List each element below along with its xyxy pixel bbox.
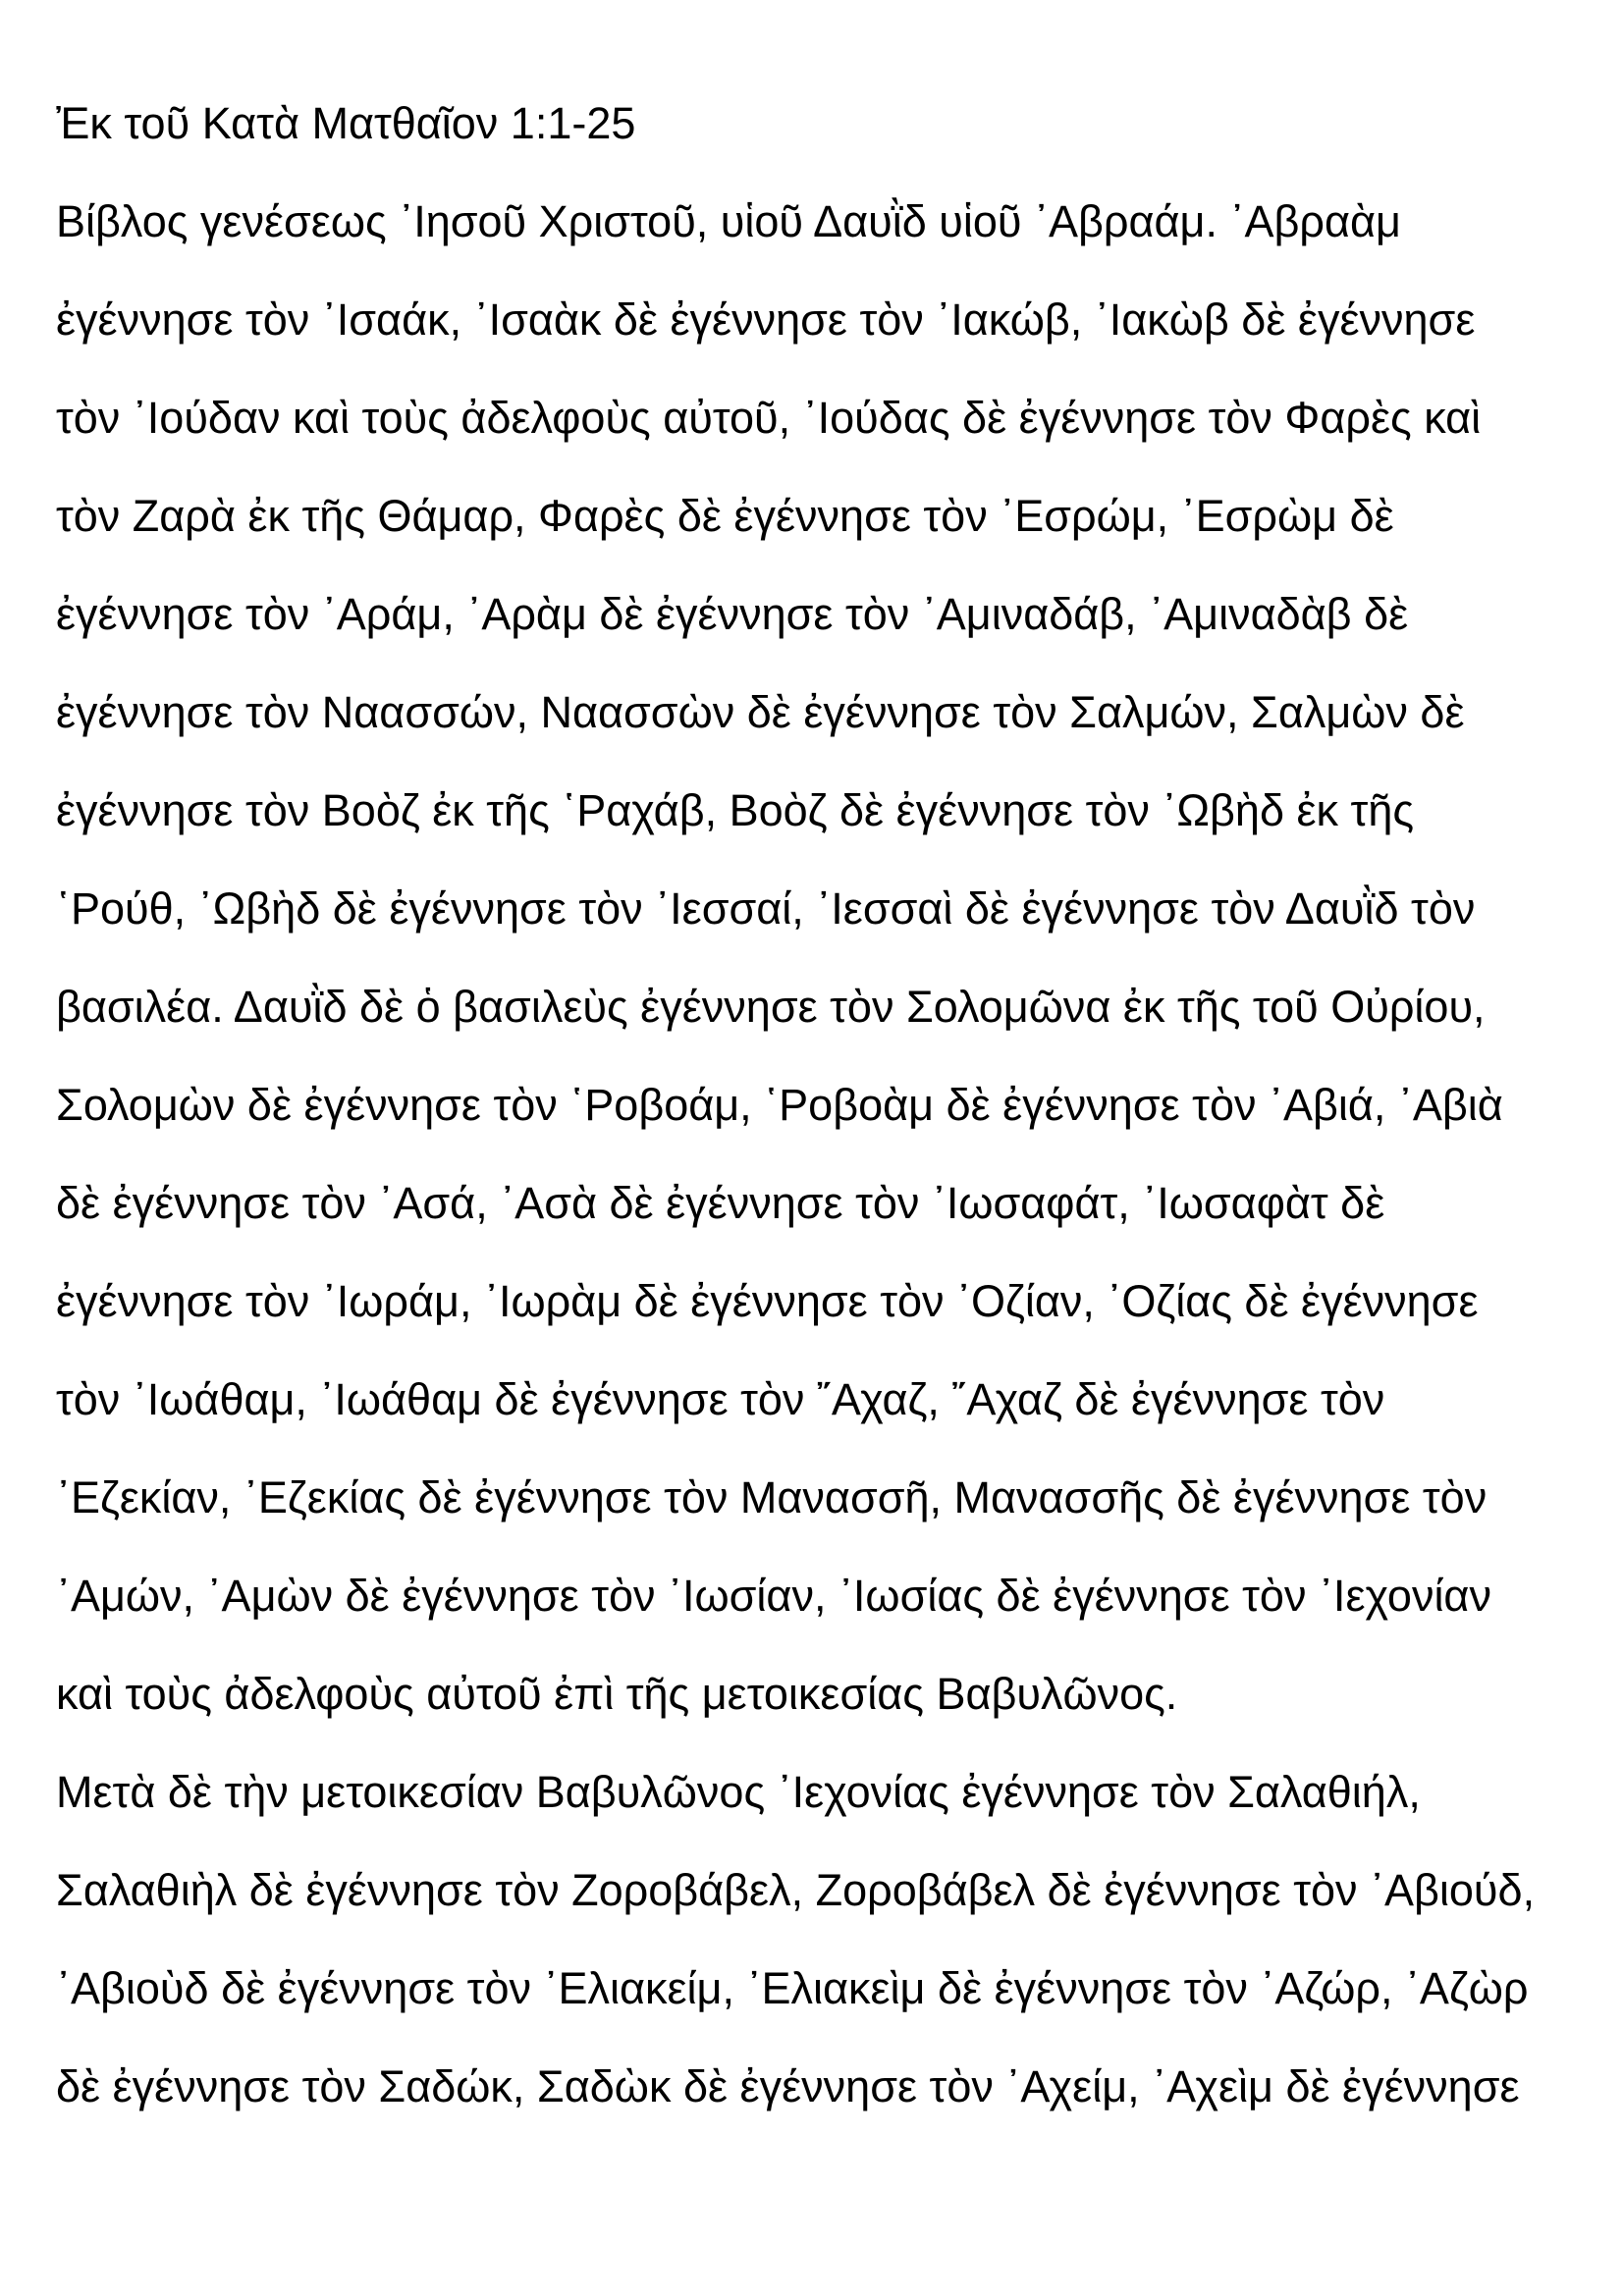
text-line: Βίβλος γενέσεως ᾿Ιησοῦ Χριστοῦ, υἱοῦ Δαυῒδ υἱοῦ ᾿Αβραάμ. ᾿Αβραὰμ — [56, 196, 1401, 246]
text-line: ῾Ρούθ, ᾿Ωβὴδ δὲ ἐγέννησε τὸν ᾿Ιεσσαί, ᾿Ιεσσαὶ δὲ ἐγέννησε τὸν Δαυῒδ τὸν — [56, 883, 1476, 934]
text-line: Μετὰ δὲ τὴν μετοικεσίαν Βαβυλῶνος ᾿Ιεχονίας ἐγέννησε τὸν Σαλαθιήλ, — [56, 1767, 1421, 1817]
text-line: ᾿Αμών, ᾿Αμὼν δὲ ἐγέννησε τὸν ᾿Ιωσίαν, ᾿Ιωσίας δὲ ἐγέννησε τὸν ᾿Ιεχονίαν — [56, 1571, 1491, 1621]
paragraph — [56, 173, 1584, 1743]
text-line: ἐγέννησε τὸν ᾿Αράμ, ᾿Αρὰμ δὲ ἐγέννησε τὸν ᾿Αμιναδάβ, ᾿Αμιναδὰβ δὲ — [56, 589, 1409, 639]
text-line: Σαλαθιὴλ δὲ ἐγέννησε τὸν Ζοροβάβελ, Ζοροβάβελ δὲ ἐγέννησε τὸν ᾿Αβιούδ, — [56, 1865, 1536, 1915]
document-body — [56, 173, 1584, 2136]
text-line: τὸν ᾿Ιούδαν καὶ τοὺς ἀδελφοὺς αὐτοῦ, ᾿Ιούδας δὲ ἐγέννησε τὸν Φαρὲς καὶ — [56, 393, 1482, 443]
text-line: ᾿Εζεκίαν, ᾿Εζεκίας δὲ ἐγέννησε τὸν Μανασσῆ, Μανασσῆς δὲ ἐγέννησε τὸν — [56, 1472, 1488, 1522]
text-line: δὲ ἐγέννησε τὸν ᾿Ασά, ᾿Ασὰ δὲ ἐγέννησε τὸν ᾿Ιωσαφάτ, ᾿Ιωσαφὰτ δὲ — [56, 1178, 1385, 1228]
text-line: ἐγέννησε τὸν ᾿Ιωράμ, ᾿Ιωρὰμ δὲ ἐγέννησε τὸν ᾿Οζίαν, ᾿Οζίας δὲ ἐγέννησε — [56, 1276, 1479, 1326]
text-line: ἐγέννησε τὸν ᾿Ισαάκ, ᾿Ισαὰκ δὲ ἐγέννησε τὸν ᾿Ιακώβ, ᾿Ιακὼβ δὲ ἐγέννησε — [56, 294, 1476, 345]
text-line: ἐγέννησε τὸν Βοὸζ ἐκ τῆς ῾Ραχάβ, Βοὸζ δὲ ἐγέννησε τὸν ᾿Ωβὴδ ἐκ τῆς — [56, 785, 1415, 835]
text-line: καὶ τοὺς ἀδελφοὺς αὐτοῦ ἐπὶ τῆς μετοικεσίας Βαβυλῶνος. — [56, 1669, 1178, 1719]
text-line: τὸν Ζαρὰ ἐκ τῆς Θάμαρ, Φαρὲς δὲ ἐγέννησε τὸν ᾿Εσρώμ, ᾿Εσρὼμ δὲ — [56, 491, 1394, 541]
text-line: τὸν ᾿Ιωάθαμ, ᾿Ιωάθαμ δὲ ἐγέννησε τὸν ῎Αχαζ, ῎Αχαζ δὲ ἐγέννησε τὸν — [56, 1374, 1385, 1424]
text-line: ᾿Αβιοὺδ δὲ ἐγέννησε τὸν ᾿Ελιακείμ, ᾿Ελιακεὶμ δὲ ἐγέννησε τὸν ᾿Αζώρ, ᾿Αζὼρ — [56, 1963, 1529, 2013]
text-line: δὲ ἐγέννησε τὸν Σαδώκ, Σαδὼκ δὲ ἐγέννησε τὸν ᾿Αχείμ, ᾿Αχεὶμ δὲ ἐγέννησε — [56, 2061, 1520, 2111]
text-line: Σολομὼν δὲ ἐγέννησε τὸν ῾Ροβοάμ, ῾Ροβοὰμ δὲ ἐγέννησε τὸν ᾿Αβιά, ᾿Αβιὰ — [56, 1080, 1503, 1130]
page-title: Ἐκ τοῦ Κατὰ Ματθαῖον 1:1-25 — [56, 98, 636, 148]
paragraph — [56, 1743, 1584, 2136]
text-line: βασιλέα. Δαυῒδ δὲ ὁ βασιλεὺς ἐγέννησε τὸν Σολομῶνα ἐκ τῆς τοῦ Οὐρίου, — [56, 982, 1486, 1032]
text-line: ἐγέννησε τὸν Ναασσών, Ναασσὼν δὲ ἐγέννησε τὸν Σαλμών, Σαλμὼν δὲ — [56, 687, 1465, 737]
